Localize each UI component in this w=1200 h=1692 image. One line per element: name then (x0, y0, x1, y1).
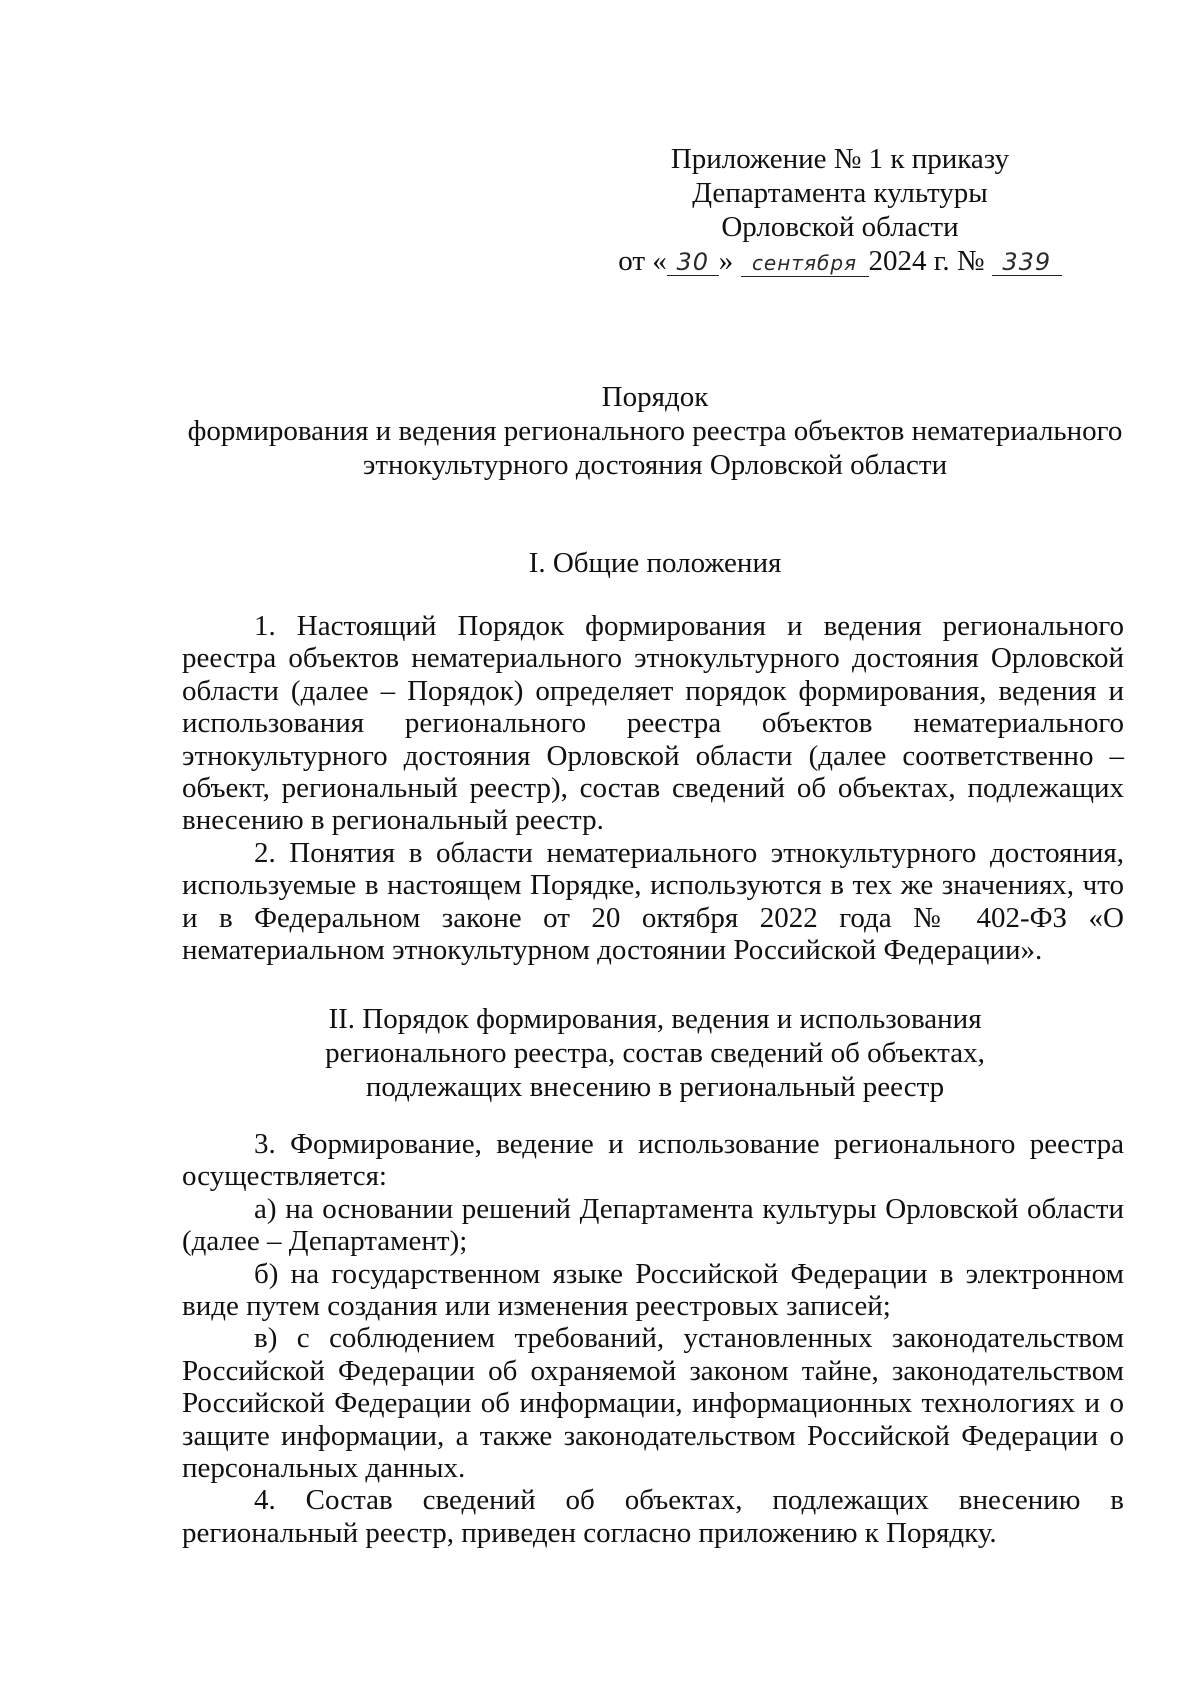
appendix-line-2: Департамента культуры (692, 177, 988, 209)
section-1-heading-text: I. Общие положения (528, 547, 782, 579)
section-2-heading-line-2: регионального реестра, состав сведений об объектах, (325, 1037, 985, 1069)
date-prefix: от « (618, 245, 667, 277)
section-2-heading (160, 1002, 1150, 1104)
paragraph-3b: б) на государственном языке Российской Федерации в электронном виде путем создания или изменения реестровых записей; (182, 1257, 1124, 1323)
section-1-heading (160, 546, 1150, 580)
paragraph-4: 4. Состав сведений об объектах, подлежащих внесению в региональный реестр, приведен согласно приложению к Порядку. (182, 1484, 1124, 1549)
section-2-body (182, 1128, 1124, 1549)
title-line-2: формирования и ведения регионального реестра объектов нематериального (187, 415, 1123, 447)
title-line-3: этнокультурного достояния Орловской области (362, 449, 948, 481)
paragraph-3c: в) с соблюдением требований, установленных законодательством Российской Федерации об охраняемой законом тайне, законодательством Российской Федерации об информации, информационных технологиях и о защите информации, а также законодательством Российской Федерации о персональных данных. (182, 1322, 1124, 1485)
paragraph-3a: а) на основании решений Департамента культуры Орловской области (далее – Департамент); (182, 1192, 1124, 1258)
paragraph-1: 1. Настоящий Порядок формирования и ведения регионального реестра объектов нематериального этнокультурного достояния Орловской области (далее – Порядок) определяет порядок формирования, ведения и использования регионального реестра объектов нематериального этнокультурного достояния Орловской области (далее соответственно – объект, региональный реестр), состав сведений об объектах, подлежащих внесению в региональный реестр. (182, 610, 1124, 837)
title-line-1: Порядок (601, 381, 709, 413)
appendix-line-3: Орловской области (721, 211, 959, 243)
handwritten-order-number: 339 (992, 249, 1062, 276)
date-year: 2024 г. № (868, 245, 985, 277)
order-date-line (590, 244, 1090, 278)
handwritten-day: 30 (667, 249, 719, 276)
paragraph-2: 2. Понятия в области нематериального этнокультурного достояния, используемые в настоящем Порядке, используются в тех же значениях, что и в Федеральном законе от 20 октября 2022 года № 402-ФЗ «О нематериальном этнокультурном достоянии Российской Федерации». (182, 836, 1124, 967)
paragraph-3: 3. Формирование, ведение и использование регионального реестра осуществляется: (182, 1128, 1124, 1193)
section-1-body (182, 610, 1124, 966)
section-2-heading-line-3: подлежащих внесению в региональный реестр (365, 1071, 945, 1103)
document-title (160, 380, 1150, 482)
appendix-header (590, 142, 1090, 278)
appendix-line-1: Приложение № 1 к приказу (670, 143, 1010, 175)
handwritten-month: сентября (741, 250, 869, 277)
section-2-heading-line-1: II. Порядок формирования, ведения и использования (328, 1003, 982, 1035)
date-mid: » (718, 245, 734, 277)
